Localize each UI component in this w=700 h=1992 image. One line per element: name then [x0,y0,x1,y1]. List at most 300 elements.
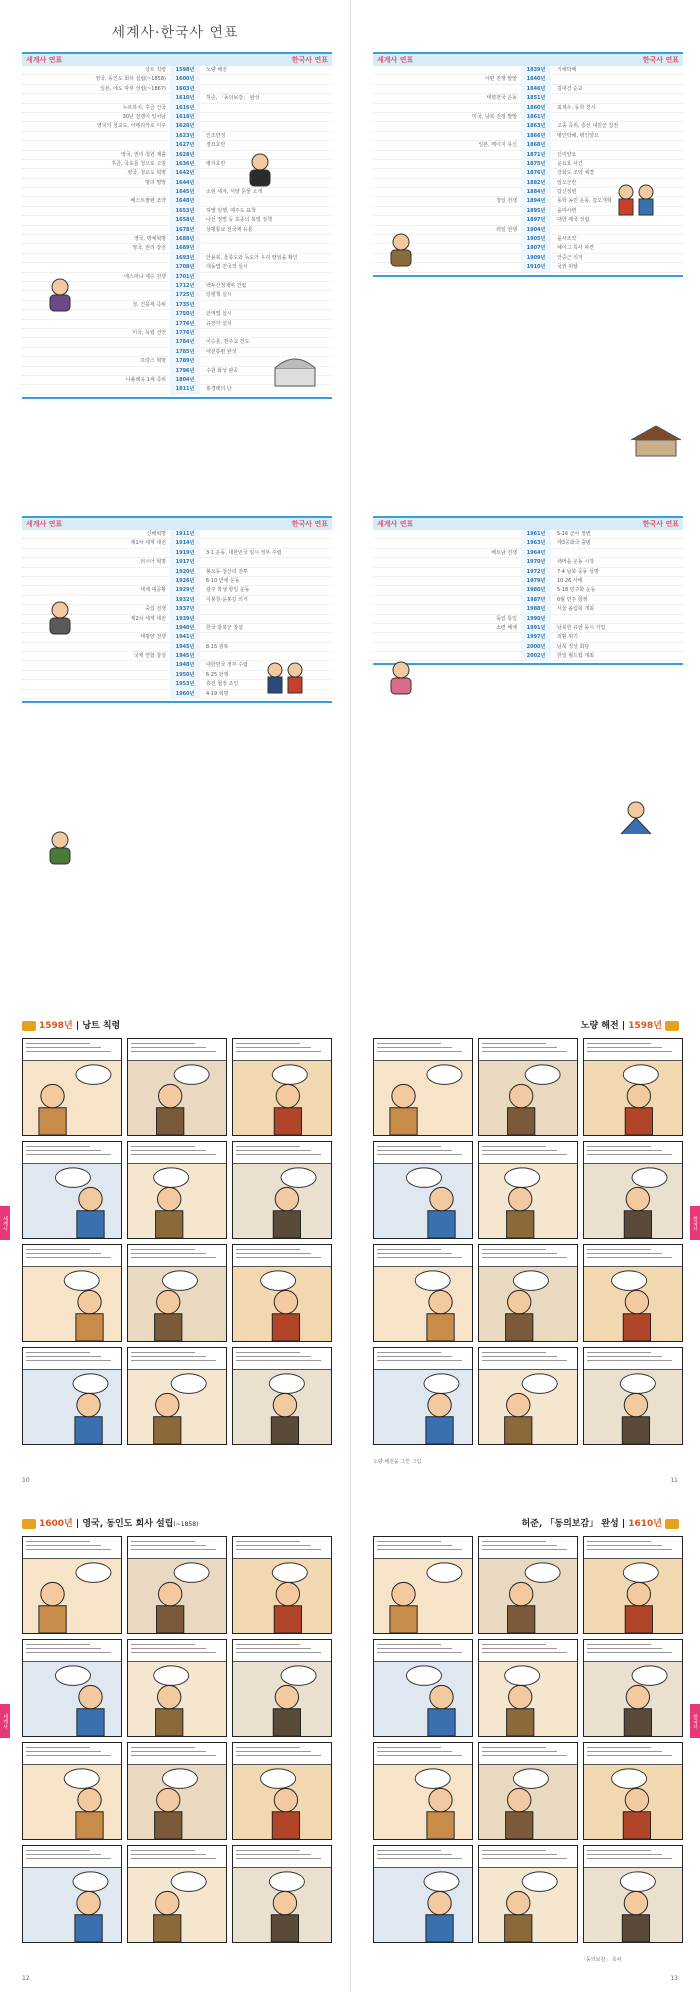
timeline-row [22,558,332,567]
korea-event: 6·10 만세 운동 [206,577,240,584]
panel-illustration [23,1765,121,1839]
comic-panel [22,1639,122,1737]
year-label: 1894년 [521,197,551,206]
year-label: 1623년 [170,132,200,141]
year-label: 1961년 [521,530,551,539]
caption-box [584,1348,682,1370]
caption-box [479,1039,577,1061]
world-history-header: 세계사 연표 [26,56,63,64]
comic-panel [22,1038,122,1136]
korea-event: 7·4 남북 공동 성명 [557,568,599,575]
timeline-row [22,226,332,235]
world-event: 나폴레옹 1세 즉위 [125,376,166,383]
year-label: 1861년 [521,113,551,122]
timeline-row [373,605,683,614]
timeline-row [373,160,683,169]
timeline-row [373,141,683,150]
year-label: 1618년 [170,113,200,122]
timeline-row [22,132,332,141]
cartoon-figure [40,275,80,315]
panel-illustration [23,1061,121,1135]
page-number: 13 [670,1975,678,1982]
korea-event: 한국 광복군 창설 [206,624,243,631]
year-label: 1882년 [521,179,551,188]
timeline-page-left [0,0,350,498]
page-number: 10 [22,1477,30,1484]
korea-event: 헤이그 특사 파견 [557,245,594,252]
timeline-row [22,530,332,539]
timeline-row [22,643,332,652]
year-label: 1776년 [170,320,200,329]
cartoon-characters [374,1662,472,1736]
caption-box [233,1640,331,1662]
timeline-rows [22,66,332,395]
comic-panel [583,1347,683,1445]
timeline-row [22,320,332,329]
timeline-row [373,75,683,84]
caption-box [233,1142,331,1164]
timeline-row [22,586,332,595]
year-label: 2002년 [521,652,551,661]
year-label: 1846년 [521,85,551,94]
timeline-row [373,643,683,652]
year-label: 1941년 [170,633,200,642]
panel-illustration [128,1662,226,1736]
comic-header: 1600년 | 영국, 동인도 회사 설립(~1858) [22,1516,198,1529]
comic-panel [373,1244,473,1342]
korean-history-header: 한국사 연표 [291,520,328,528]
year-label: 1678년 [170,226,200,235]
comic-panel [127,1742,227,1840]
caption-box [128,1142,226,1164]
korea-event: 10·26 사태 [557,577,583,584]
comic-panel [127,1347,227,1445]
panel-illustration [233,1868,331,1942]
cartoon-characters [374,1765,472,1839]
korea-event: 기해박해 [557,67,577,73]
comic-panel [232,1244,332,1342]
image-caption: 「동의보감」 목차 [581,1957,622,1963]
comic-page-right [350,996,700,1494]
comic-panel [478,1742,578,1840]
panel-illustration [374,1765,472,1839]
timeline-row [373,122,683,131]
year-label: 1653년 [170,207,200,216]
comic-page-left [0,1494,350,1992]
panel-illustration [479,1559,577,1633]
korea-event: 허준, 「동의보감」 완성 [206,95,260,102]
caption-box [128,1640,226,1662]
caption-box [479,1142,577,1164]
timeline-row [373,586,683,595]
caption-box [374,1640,472,1662]
caption-box [584,1640,682,1662]
cartoon-characters [233,1061,331,1135]
korea-event: 이승훈, 천주교 전도 [206,339,250,346]
cartoon-characters [479,1765,577,1839]
year-label: 1642년 [170,169,200,178]
panel-illustration [584,1164,682,1238]
cartoon-figure [240,150,280,190]
caption-box [23,1142,121,1164]
comic-panel [22,1536,122,1634]
cartoon-characters [374,1868,472,1942]
comic-panel [232,1141,332,1239]
world-event: 영국의 청교도, 아메리카로 이주 [96,123,166,130]
year-label: 1784년 [170,338,200,347]
comic-panel [127,1536,227,1634]
world-event: 중일 전쟁 [145,606,166,613]
year-label: 1945년 [170,652,200,661]
caption-box [233,1743,331,1765]
comic-header: 1598년 | 낭트 칙령 [22,1018,120,1031]
panel-illustration [584,1559,682,1633]
panel-illustration [23,1267,121,1341]
year-label: 1953년 [170,680,200,689]
timeline-row [22,338,332,347]
comic-panel-grid [373,1038,683,1445]
world-event: 러일 전쟁 [496,226,517,233]
cartoon-characters [374,1370,472,1444]
panel-illustration [584,1765,682,1839]
year-label: 1905년 [521,235,551,244]
world-event: 후금, 국호를 청으로 고침 [111,160,166,167]
year-label: 1871년 [521,151,551,160]
panel-illustration [584,1868,682,1942]
timeline-row [22,577,332,586]
korea-event: 수원 화성 완공 [206,367,239,374]
year-label: 1689년 [170,244,200,253]
timeline-row [22,113,332,122]
year-label: 1693년 [170,254,200,263]
year-label: 1839년 [521,66,551,75]
year-label: 1648년 [170,197,200,206]
comic-header: 허준, 「동의보감」 완성 | 1610년 [521,1516,682,1529]
year-label: 1940년 [170,624,200,633]
world-event: 베스트팔렌 조약 [130,198,166,205]
year-label: 1789년 [170,357,200,366]
caption-box [233,1348,331,1370]
korea-event: 제3공화국 출범 [557,540,591,547]
caption-box [233,1039,331,1061]
comic-panel [127,1038,227,1136]
cartoon-characters [584,1765,682,1839]
timeline-row [373,151,683,160]
panel-illustration [479,1267,577,1341]
panel-illustration [233,1267,331,1341]
timeline-row [373,558,683,567]
year-label: 1972년 [521,568,551,577]
timeline-row [373,66,683,75]
page-number: 12 [22,1975,30,1982]
korea-event: 봉오동·청산리 전투 [206,568,248,575]
korea-event: 한일 월드컵 개최 [557,653,594,660]
timeline-rows [373,530,683,661]
book-icon [665,1519,679,1529]
cartoon-figure [40,598,80,638]
cartoon-characters [374,1559,472,1633]
panel-illustration [479,1868,577,1942]
year-label: 1926년 [170,577,200,586]
caption-box [23,1846,121,1868]
comic-panel [22,1141,122,1239]
timeline-row [22,244,332,253]
year-label: 1997년 [521,633,551,642]
comic-panel [373,1347,473,1445]
page-number: 11 [670,1477,678,1484]
comic-panel-grid [22,1536,332,1943]
year-label: 1980년 [521,586,551,595]
year-label: 1644년 [170,179,200,188]
building-illustration [631,420,681,460]
cartoon-characters [584,1061,682,1135]
comic-panel [478,1244,578,1342]
year-label: 1701년 [170,273,200,282]
world-history-header: 세계사 연표 [26,520,63,528]
year-label: 1904년 [521,226,551,235]
year-label: 1804년 [170,376,200,385]
panel-illustration [479,1061,577,1135]
panel-illustration [128,1061,226,1135]
world-event: 영국, 명예혁명 [133,236,166,243]
year-label: 1897년 [521,216,551,225]
comic-panel [22,1347,122,1445]
panel-illustration [128,1868,226,1942]
world-event: 영국, 권리 장전 [132,245,166,252]
year-label: 1929년 [170,586,200,595]
timeline-spread-2 [0,498,700,996]
book-icon [22,1021,36,1031]
year-label: 1960년 [170,690,200,699]
korea-event: 8·15 광복 [206,643,229,650]
cartoon-characters [233,1662,331,1736]
caption-box [584,1846,682,1868]
caption-box [128,1743,226,1765]
timeline-row [373,568,683,577]
year-label: 1796년 [170,367,200,376]
korea-event: 6·25 전쟁 [206,671,229,678]
timeline-row [22,169,332,178]
comic-panel [127,1845,227,1943]
year-label: 1910년 [521,263,551,272]
caption-box [584,1039,682,1061]
comic-header: 노량 해전 | 1598년 [581,1018,682,1031]
caption-box [374,1245,472,1267]
korea-event: 균역법 실시 [206,311,232,318]
panel-illustration [23,1370,121,1444]
caption-box [23,1039,121,1061]
comic-panel [583,1141,683,1239]
timeline-table [373,516,683,665]
korea-event: 남북한 유엔 동시 가입 [557,624,606,631]
korea-event: 새마을 운동 시작 [557,559,594,566]
caption-box [584,1245,682,1267]
timeline-row [22,85,332,94]
caption-box [479,1537,577,1559]
year-label: 1932년 [170,596,200,605]
caption-box [128,1039,226,1061]
year-label: 1645년 [170,188,200,197]
korea-event: 백두산정계비 건립 [206,282,247,289]
year-label: 1603년 [170,85,200,94]
comic-panel [583,1536,683,1634]
table-header [22,52,332,66]
panel-illustration [128,1267,226,1341]
korea-event: 대전통편 완성 [206,348,237,355]
comic-panel [478,1845,578,1943]
comic-panel [478,1141,578,1239]
section-tab: 한국사 [690,1206,700,1240]
korean-history-header: 한국사 연표 [642,56,679,64]
timeline-row [373,615,683,624]
year-label: 1598년 [170,66,200,75]
year-label: 1868년 [521,141,551,150]
year-label: 1876년 [521,169,551,178]
panel-illustration [233,1765,331,1839]
comic-panel [373,1639,473,1737]
timeline-row [373,624,683,633]
caption-box [374,1348,472,1370]
comic-panel [127,1244,227,1342]
year-label: 1914년 [170,539,200,548]
panel-illustration [233,1559,331,1633]
panel-illustration [479,1164,577,1238]
korea-event: 신미양요 [557,151,577,158]
timeline-row [373,104,683,113]
korea-event: 이봉창·윤봉길 의거 [206,596,248,603]
cartoon-characters [479,1267,577,1341]
cartoon-characters [233,1164,331,1238]
cartoon-characters [233,1559,331,1633]
timeline-row [22,263,332,272]
world-event: 일본, 에도 막부 성립(~1867) [100,85,166,92]
timeline-row [373,94,683,103]
cartoon-characters [128,1061,226,1135]
section-tab: 한국사 [690,1704,700,1738]
year-label: 1919년 [170,549,200,558]
panel-illustration [479,1662,577,1736]
timeline-row [373,539,683,548]
year-label: 1860년 [521,104,551,113]
timeline-row [22,197,332,206]
year-label: 1863년 [521,122,551,131]
timeline-table [22,52,332,399]
world-history-header: 세계사 연표 [377,520,414,528]
timeline-row [373,169,683,178]
year-label: 1851년 [521,94,551,103]
cartoon-characters [479,1061,577,1135]
timeline-row [22,104,332,113]
year-label: 1990년 [521,615,551,624]
year-label: 1970년 [521,558,551,567]
timeline-row [22,179,332,188]
year-label: 1963년 [521,539,551,548]
year-label: 1708년 [170,263,200,272]
comic-panel [478,1536,578,1634]
world-event: 국제 연합 창설 [133,653,166,660]
timeline-row [373,549,683,558]
book-icon [665,1021,679,1031]
timeline-row [22,66,332,75]
cartoon-characters [233,1868,331,1942]
caption-box [128,1348,226,1370]
world-event: 에스파냐 계승 전쟁 [124,273,166,280]
year-label: 1712년 [170,282,200,291]
caption-box [233,1245,331,1267]
world-event: 독일 통일 [496,615,517,622]
cartoon-characters [23,1164,121,1238]
panel-illustration [374,1164,472,1238]
korea-event: 인조반정 [206,132,226,139]
year-label: 1945년 [170,643,200,652]
timeline-row [373,596,683,605]
year-label: 1750년 [170,310,200,319]
korea-event: 안중근 의거 [557,254,583,261]
comic-panel [373,1742,473,1840]
caption-box [479,1743,577,1765]
year-label: 1776년 [170,329,200,338]
panel-illustration [128,1559,226,1633]
year-label: 1911년 [170,530,200,539]
cartoon-characters [479,1164,577,1238]
caption-box [23,1245,121,1267]
cartoon-figure [381,658,421,698]
year-label: 1979년 [521,577,551,586]
korea-event: 최제우, 동학 창시 [557,104,596,111]
comic-panel [232,1347,332,1445]
year-label: 1840년 [521,75,551,84]
timeline-page-right [350,0,700,498]
korea-event: 하멜 일행, 제주도 표착 [206,207,256,214]
caption-box [23,1348,121,1370]
comic-page-left [0,996,350,1494]
cartoon-figure [611,798,661,838]
caption-box [479,1348,577,1370]
cartoon-characters [233,1765,331,1839]
year-label: 1636년 [170,160,200,169]
year-label: 1950년 [170,671,200,680]
caption-box [584,1537,682,1559]
world-event: 청일 전쟁 [496,198,517,205]
korea-event: 서울 올림픽 개최 [557,606,594,613]
cartoon-characters [23,1868,121,1942]
panel-illustration [23,1662,121,1736]
panel-illustration [23,1559,121,1633]
world-event: 30년 전쟁이 일어남 [122,113,166,120]
korean-history-header: 한국사 연표 [642,520,679,528]
cartoon-figures [611,180,661,220]
comic-panel [22,1845,122,1943]
korea-event: 을미사변 [557,207,577,214]
cartoon-characters [233,1267,331,1341]
timeline-row [22,549,332,558]
year-label: 1907년 [521,244,551,253]
panel-illustration [479,1765,577,1839]
year-label: 1627년 [170,141,200,150]
cartoon-characters [23,1061,121,1135]
world-event: 베트남 전쟁 [491,549,517,556]
comic-panel [478,1347,578,1445]
panel-illustration [374,1868,472,1942]
korea-event: 남북 정상 회담 [557,643,590,650]
world-event: 영국, 동인도 회사 설립(~1858) [95,76,166,83]
book-icon [22,1519,36,1529]
korea-event: 광주 학생 항일 운동 [206,587,250,594]
panel-illustration [374,1559,472,1633]
korea-event: 4·19 혁명 [206,690,229,697]
comic-panel [373,1038,473,1136]
year-label: 1964년 [521,549,551,558]
